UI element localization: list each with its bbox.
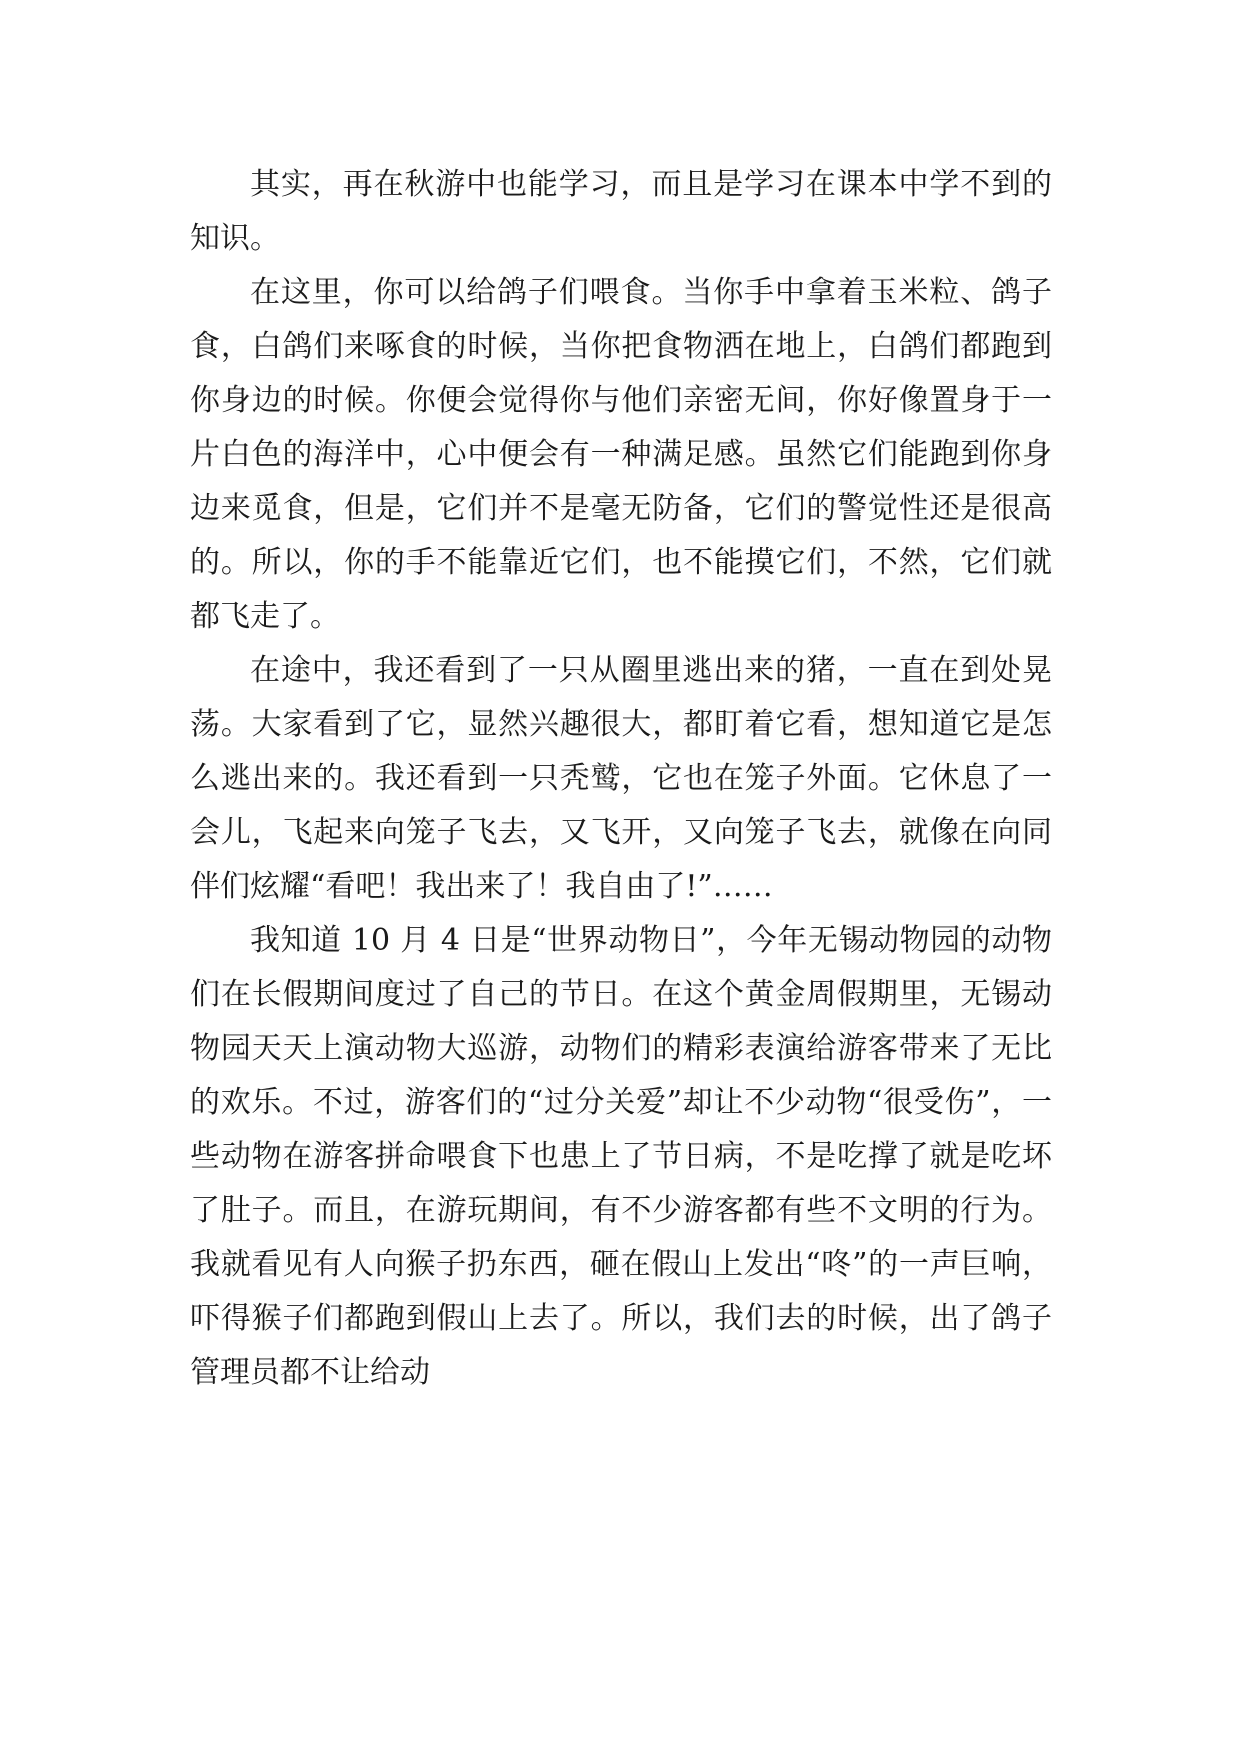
paragraph-world-animal-day: 我知道 10 月 4 日是“世界动物日”，今年无锡动物园的动物们在长假期间度过了自己的节日。在这个黄金周假期里，无锡动物园天天上演动物大巡游，动物们的精彩表演给游客带来了无比的欢乐。不过，游客们的“过分关爱”却让不少动物“很受伤”，一些动物在游客拼命喂食下也患上了节日病，不是吃撑了就是吃坏了肚子。而且，在游玩期间，有不少游客都有些不文明的行为。我就看见有人向猴子扔东西，砸在假山上发出“咚”的一声巨响，吓得猴子们都跑到假山上去了。所以，我们去的时候，出了鸽子管理员都不让给动 [190,923,1052,1390]
paragraph-study-in-autumn-trip: 其实，再在秋游中也能学习，而且是学习在课本中学不到的知识。 [190,167,1052,256]
body-text [190,158,1052,1400]
paragraph-escaped-animals: 在途中，我还看到了一只从圈里逃出来的猪，一直在到处晃荡。大家看到了它，显然兴趣很大，都盯着它看，想知道它是怎么逃出来的。我还看到一只秃鹫，它也在笼子外面。它休息了一会儿，飞起来向笼子飞去，又飞开，又向笼子飞去，就像在向同伴们炫耀“看吧！我出来了！我自由了!”…… [190,653,1052,904]
paragraph-feeding-pigeons: 在这里，你可以给鸽子们喂食。当你手中拿着玉米粒、鸽子食，白鸽们来啄食的时候，当你把食物洒在地上，白鸽们都跑到你身边的时候。你便会觉得你与他们亲密无间，你好像置身于一片白色的海洋中，心中便会有一种满足感。虽然它们能跑到你身边来觅食，但是，它们并不是毫无防备，它们的警觉性还是很高的。所以，你的手不能靠近它们，也不能摸它们，不然，它们就都飞走了。 [190,275,1052,634]
